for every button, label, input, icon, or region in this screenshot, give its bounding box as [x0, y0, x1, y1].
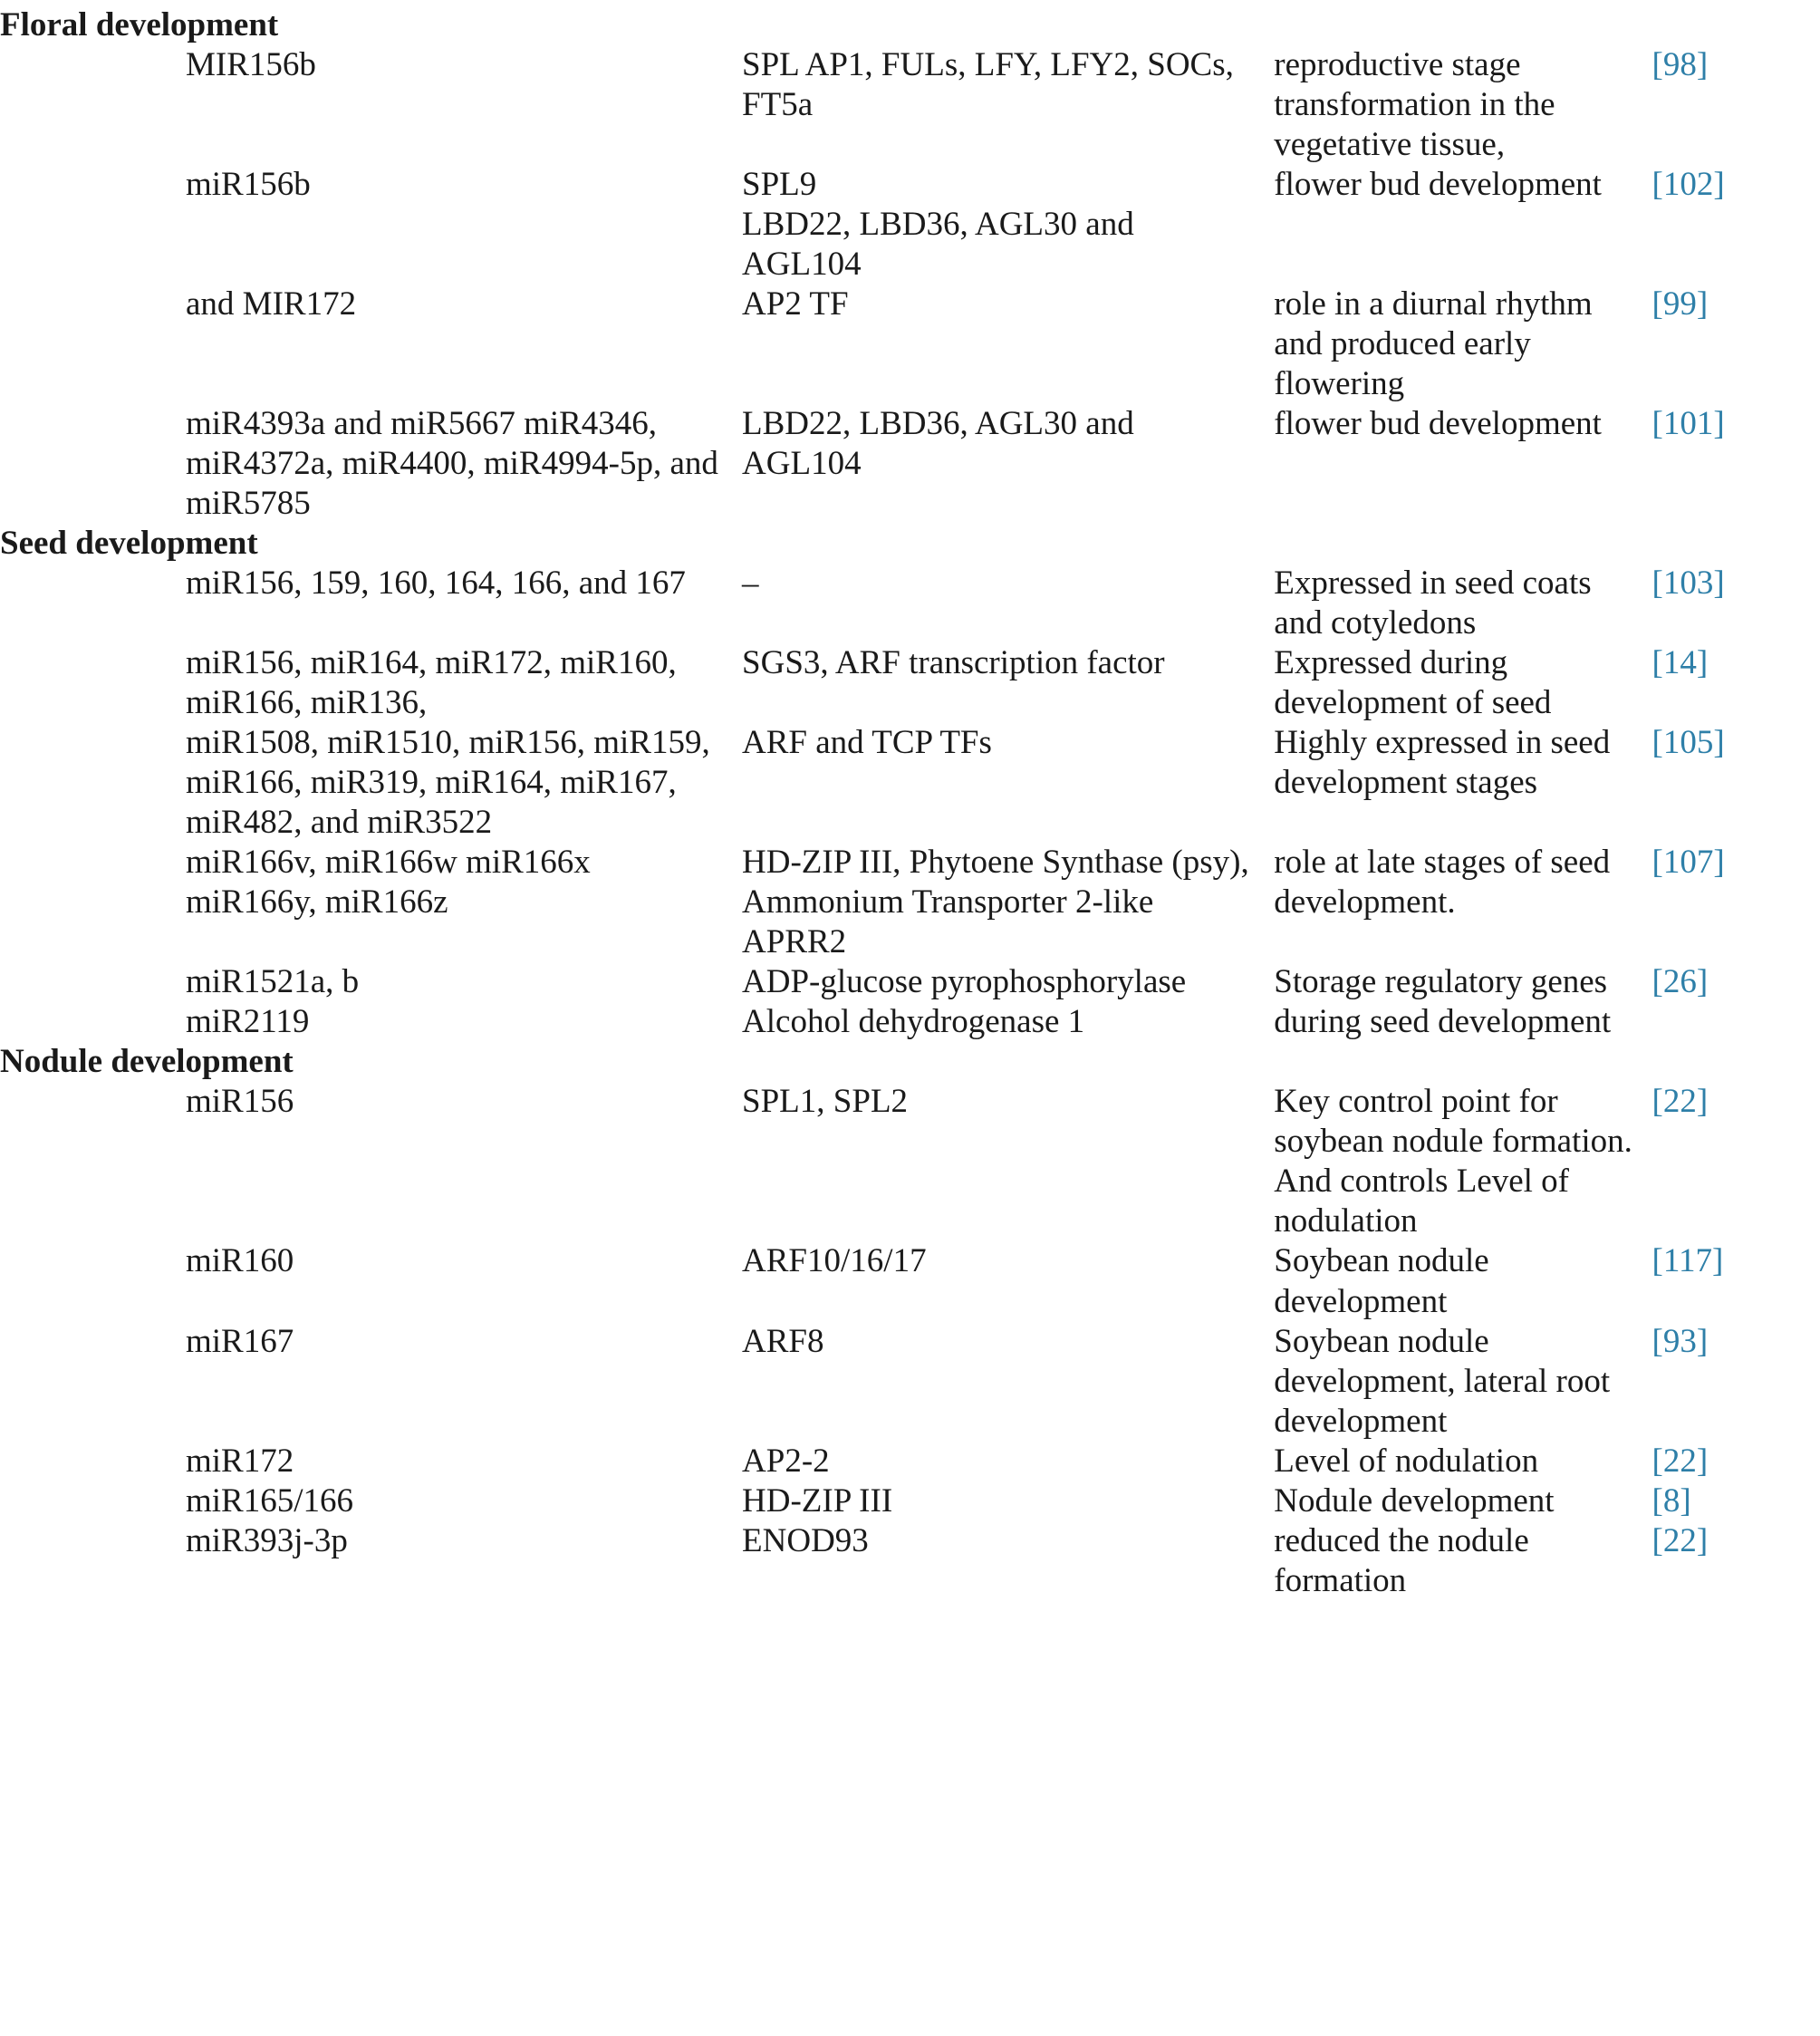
target-cell: ARF8: [742, 1322, 824, 1360]
function-cell: Expressed during development of seed: [1274, 644, 1552, 722]
mirna-cell: miR167: [186, 1322, 294, 1360]
function-cell: Key control point for soybean nodule formation. And controls Level of nodulation: [1274, 1083, 1632, 1240]
function-cell: Highly expressed in seed development stages: [1274, 724, 1611, 802]
text-line: ADP-glucose pyrophosphorylase: [742, 963, 1187, 1001]
table-row: [0, 1481, 1820, 1521]
reference-link[interactable]: [107]: [1651, 844, 1725, 882]
mirna-cell: miR156, 159, 160, 164, 166, and 167: [186, 564, 686, 603]
target-cell: AP2 TF: [742, 285, 849, 323]
target-cell: –: [742, 564, 759, 603]
function-cell: role in a diurnal rhythm and produced early flowering: [1274, 285, 1593, 403]
mirna-cell: miR1508, miR1510, miR156, miR159, miR166, miR319, miR164, miR167, miR482, and miR3522: [186, 724, 710, 842]
function-cell: Soybean nodule development, lateral root development: [1274, 1322, 1611, 1440]
table-row: [0, 843, 1820, 962]
mirna-cell: miR165/166: [186, 1481, 354, 1520]
target-cell: SGS3, ARF transcription factor: [742, 644, 1165, 682]
table-row: [0, 404, 1820, 524]
table-row: [0, 165, 1820, 285]
text-line: LBD22, LBD36, AGL30 and AGL104: [742, 206, 1134, 284]
mirna-cell: miR393j-3p: [186, 1521, 348, 1559]
table-row: [0, 564, 1820, 643]
target-cell: ENOD93: [742, 1521, 869, 1559]
function-cell: Storage regulatory genes during seed development: [1274, 963, 1612, 1041]
text-line: SPL9: [742, 166, 817, 204]
mirna-function-table: [0, 5, 1820, 1601]
function-cell: flower bud development: [1274, 405, 1602, 443]
target-cell: SPL1, SPL2: [742, 1083, 909, 1121]
text-line: miR1521a, b: [186, 963, 360, 1001]
table-row: [0, 1082, 1820, 1241]
target-cell: ARF and TCP TFs: [742, 724, 992, 762]
function-cell: reproductive stage transformation in the vegetative tissue,: [1274, 46, 1555, 164]
mirna-cell: MIR156b: [186, 46, 316, 84]
section-title: Seed development: [0, 525, 258, 563]
target-cell: ARF10/16/17: [742, 1242, 927, 1280]
reference-link[interactable]: [8]: [1651, 1481, 1691, 1520]
section-title: Floral development: [0, 6, 279, 43]
text-line: miR2119: [186, 1003, 310, 1041]
reference-link[interactable]: [102]: [1651, 166, 1725, 204]
table-row: [0, 1442, 1820, 1481]
reference-link[interactable]: [93]: [1651, 1322, 1709, 1360]
mirna-cell: miR4393a and miR5667 miR4346, miR4372a, miR4400, miR4994-5p, and miR5785: [186, 405, 718, 523]
target-cell: HD-ZIP III: [742, 1481, 893, 1520]
reference-link[interactable]: [99]: [1651, 285, 1709, 323]
section-header-row: [0, 524, 1820, 564]
table-body: [0, 5, 1820, 1601]
function-cell: Nodule development: [1274, 1481, 1555, 1520]
section-header-row: [0, 5, 1820, 45]
reference-link[interactable]: [22]: [1651, 1442, 1709, 1480]
target-cell: HD-ZIP III, Phytoene Synthase (psy), Ammonium Transporter 2-like APRR2: [742, 844, 1249, 961]
function-cell: role at late stages of seed development.: [1274, 844, 1611, 922]
mirna-cell: miR156: [186, 1083, 294, 1121]
function-cell: Soybean nodule development: [1274, 1242, 1489, 1320]
function-cell: Expressed in seed coats and cotyledons: [1274, 564, 1592, 642]
reference-link[interactable]: [22]: [1651, 1521, 1709, 1559]
target-cell: AP2-2: [742, 1442, 830, 1480]
mirna-cell: miR166v, miR166w miR166x miR166y, miR166z: [186, 844, 591, 922]
mirna-cell: miR156, miR164, miR172, miR160, miR166, miR136,: [186, 644, 677, 722]
reference-link[interactable]: [14]: [1651, 644, 1709, 682]
table-row: [0, 285, 1820, 404]
mirna-cell: and MIR172: [186, 285, 357, 323]
mirna-cell: miR172: [186, 1442, 294, 1480]
section-header-row: [0, 1042, 1820, 1082]
table-row: [0, 962, 1820, 1042]
section-title: Nodule development: [0, 1043, 294, 1081]
function-cell: reduced the nodule formation: [1274, 1521, 1529, 1599]
text-line: Alcohol dehydrogenase 1: [742, 1003, 1085, 1041]
target-cell: LBD22, LBD36, AGL30 and AGL104: [742, 405, 1134, 483]
target-cell: [742, 962, 1274, 1042]
function-cell: Level of nodulation: [1274, 1442, 1539, 1480]
reference-link[interactable]: [103]: [1651, 564, 1725, 603]
table-row: [0, 1322, 1820, 1442]
table-row: [0, 45, 1820, 165]
table-row: [0, 723, 1820, 843]
table-row: [0, 1521, 1820, 1601]
reference-link[interactable]: [101]: [1651, 405, 1725, 443]
mirna-cell: miR160: [186, 1242, 294, 1280]
reference-link[interactable]: [22]: [1651, 1083, 1709, 1121]
target-cell: SPL AP1, FULs, LFY, LFY2, SOCs, FT5a: [742, 46, 1234, 124]
reference-link[interactable]: [105]: [1651, 724, 1725, 762]
target-cell: [742, 165, 1274, 285]
reference-link[interactable]: [98]: [1651, 46, 1709, 84]
mirna-cell: [0, 962, 742, 1042]
table-row: [0, 643, 1820, 723]
reference-link[interactable]: [117]: [1651, 1242, 1724, 1280]
function-cell: flower bud development: [1274, 166, 1602, 204]
table-row: [0, 1241, 1820, 1321]
mirna-cell: miR156b: [186, 166, 311, 204]
reference-link[interactable]: [26]: [1651, 963, 1709, 1001]
